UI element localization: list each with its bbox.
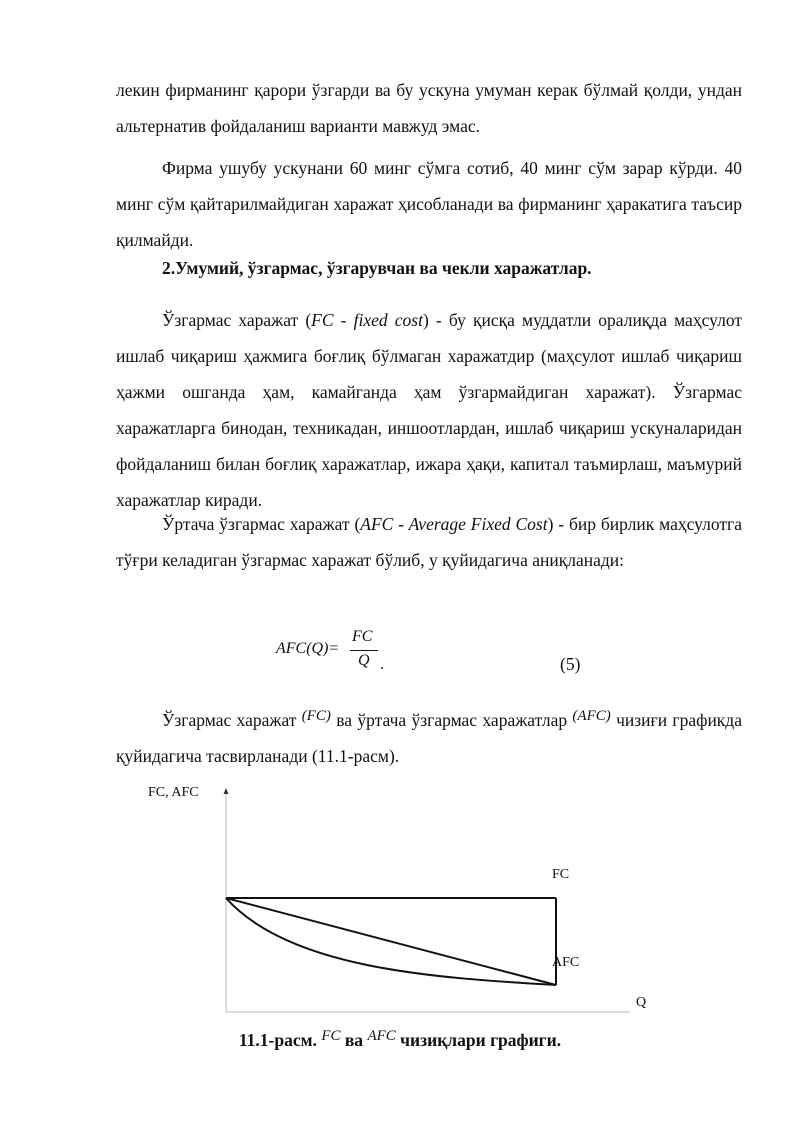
term-afc: AFC - Average Fixed Cost — [360, 514, 548, 534]
caption-mid: ва — [344, 1030, 364, 1050]
paragraph-2: Фирма ушубу ускунани 60 минг сўмга сотиб, 40 минг сўм зарар кўрди. 40 минг сўм қайтарилмайдиган харажат ҳисобланади ва фирманинг ҳаракатига таъсир қилмайди. — [116, 158, 742, 250]
paragraph-graph-intro — [116, 698, 742, 774]
paragraph-1: лекин фирманинг қарори ўзгарди ва бу ускуна умуман керак бўлмай қолди, ундан альтернатив фойдаланиш варианти мавжуд эмас. — [116, 80, 742, 136]
caption-fc: FC — [321, 1028, 341, 1044]
y-axis-label: FC, AFC — [148, 785, 199, 800]
fc-label: FC — [552, 867, 570, 882]
term-afc-inline: (AFC) — [572, 708, 611, 724]
section-heading: 2.Умумий, ўзгармас, ўзгарувчан ва чекли харажатлар. — [162, 258, 592, 278]
equation-number: (5) — [560, 654, 581, 674]
formula-lhs: AFC(Q)= — [276, 640, 340, 657]
formula-numerator: FC — [352, 628, 373, 645]
fc-afc-chart — [140, 780, 660, 1025]
formula-dot: . — [380, 656, 384, 673]
diagonal-line — [226, 898, 556, 985]
fraction-bar — [350, 650, 378, 651]
x-axis-label: Q — [636, 995, 647, 1010]
text-run: Ўзгармас харажат ( — [162, 310, 312, 330]
text-run: чизиғи графикда қуйидагича тасвирланади (11.1-расм). — [116, 710, 742, 766]
text-run: ва ўртача ўзгармас харажатлар — [330, 710, 573, 730]
caption-suffix: чизиқлари графиги. — [400, 1030, 562, 1050]
paragraph-fixed-cost — [116, 302, 742, 518]
text-run: Ўртача ўзгармас харажат ( — [162, 514, 361, 534]
formula-denominator: Q — [358, 652, 370, 669]
figure-caption — [0, 1028, 800, 1051]
caption-afc: AFC — [367, 1028, 396, 1044]
text-run: Ўзгармас харажат — [162, 710, 302, 730]
paragraph-average-fixed-cost — [116, 506, 742, 578]
y-axis-arrow-icon — [224, 788, 229, 794]
text-run: ) - бир бирлик маҳсулотга тўғри келадиган ўзгармас харажат бўлиб, у қуйидагича аниқланади: — [116, 514, 742, 570]
caption-prefix: 11.1-расм. — [238, 1030, 317, 1050]
text-run: ) - бу қисқа муддатли оралиқда маҳсулот ишлаб чиқариш ҳажмига боғлиқ бўлмаган харажатдир (маҳсулот ишлаб чиқариш ҳажми ошганда ҳам, камайганда ҳам ўзгармайдиган харажат). Ўзгармас харажатларга бинодан, техникадан, иншоотлардан, ишлаб чиқариш ускуналаридан фойдаланиш билан боғлиқ харажатлар, ижара ҳақи, капитал таъмирлаш, маъмурий харажатлар киради. — [116, 310, 742, 510]
afc-label: AFC — [552, 955, 580, 970]
term-fc: FC - fixed cost — [311, 310, 423, 330]
term-fc-inline: (FC) — [301, 708, 331, 724]
